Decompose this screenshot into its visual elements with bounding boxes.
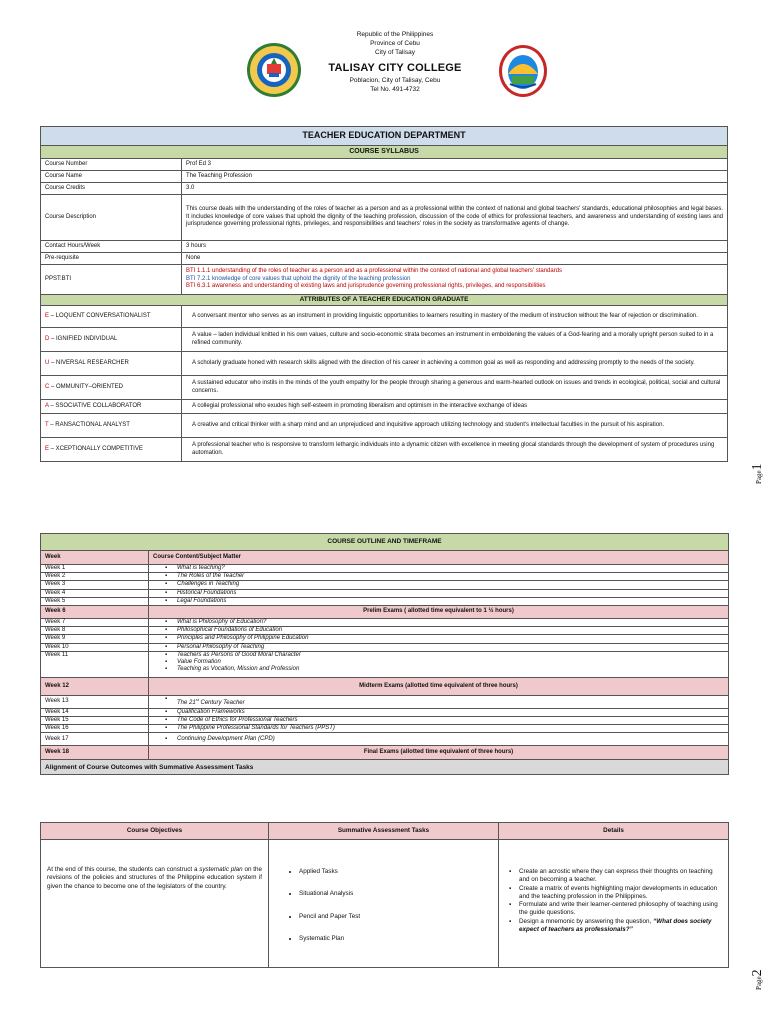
table-row: Week 3 ▪ Challenges in Teaching [41,581,729,589]
list-item: ▪ Formulate and write their learner-centered philosophy of teaching using the guide questions. [519,901,722,918]
attribute-desc: A creative and critical thinker with a sharp mind and an unprejudiced and inquisitive approach utilizing technology and student's intellectual faculties in the pursuit of his aspiration. [182,414,728,438]
header-city: City of Talisay [375,49,415,56]
row-label: Course Credits [41,183,182,195]
alignment-title: Alignment of Course Outcomes with Summative Assessment Tasks [41,760,729,775]
row-label: PPST:BTI [41,265,182,295]
row-label: Course Name [41,171,182,183]
header-address: Poblacion, City of Talisay, Cebu [349,77,441,84]
table-row: Week 5 ▪ Legal Foundations [41,597,729,605]
list-item: ▪ Create an acrostic where they can express their thoughts on teaching and on becoming a teacher. [519,868,722,885]
attribute-desc: A conversant mentor who serves as an instrument in providing linguistic opportunities to learners resulting in mastery of the medium of instruction without the fear of rejection or discrimination. [182,306,728,328]
table-row: Week 14 ▪ Qualification Frameworks [41,708,729,716]
attribute-row [41,352,728,376]
table-row: Week 17 ▪ Continuing Development Plan (CPD) [41,733,729,746]
assessment-details [499,840,729,968]
exam-row: Week 6 Prelim Exams ( allotted time equivalent to 1 ½ hours) [41,606,729,619]
list-item: ▪ Create a matrix of events highlighting major developments in education and the teaching profession in the Philippines. [519,885,722,902]
outline-header-row [41,551,729,565]
table-row [41,253,728,265]
table-row: Week 4 ▪ Historical Foundations [41,589,729,597]
row-label: Contact Hours/Week [41,241,182,253]
row-value [182,265,728,295]
table-row: Week 10 ▪ Personal Philosophy of Teaching [41,643,729,651]
table-row: Week 11 ▪ Teachers as Persons of Good Moral Character ▪ Value Formation ▪ Teaching as Vocation, Mission and Profession [41,651,729,678]
department-title: TEACHER EDUCATION DEPARTMENT [41,127,728,146]
attribute-row [41,306,728,328]
table-row [41,241,728,253]
table-row: Week 16 ▪ The Philippine Professional Standards for Teachers (PPST) [41,725,729,733]
course-outline-title: COURSE OUTLINE AND TIMEFRAME [41,534,729,551]
attribute-desc: A collegial professional who exudes high self-esteem in promoting liberalism and optimism in the interactive exchange of ideas [182,400,728,414]
row-label: Pre-requisite [41,253,182,265]
row-label: Course Description [41,195,182,241]
talisay-city-college-seal [246,42,302,98]
table-row [41,171,728,183]
col-tasks: Summative Assessment Tasks [269,823,499,840]
attribute-name: A – SSOCIATIVE COLLABORATOR [41,400,182,414]
course-objective: At the end of this course, the students can construct a systematic plan on the revisions of the policies and structures of the Philippine education system if given the chance to become one of the legislators of the country. [41,840,269,968]
city-of-talisay-seal [498,44,548,98]
attribute-name: E – LOQUENT CONVERSATIONALIST [41,306,182,328]
attribute-desc: A professional teacher who is responsive to transform lethargic individuals into a dynamic citizen with excellence in meeting glocal standards through the development of system of procedures using automation. [182,438,728,462]
row-label: Course Number [41,159,182,171]
alignment-row [41,840,729,968]
row-value: 3.0 [182,183,728,195]
attribute-row [41,438,728,462]
attributes-title: ATTRIBUTES OF A TEACHER EDUCATION GRADUATE [41,295,728,306]
row-value: 3 hours [182,241,728,253]
attribute-name: D – IGNIFIED INDIVIDUAL [41,328,182,352]
attribute-name: E – XCEPTIONALLY COMPETITIVE [41,438,182,462]
table-row: Week 9 ▪ Principles and Philosophy of Philippine Education [41,635,729,643]
table-row: Week 8 ▪ Philosophical Foundations of Education [41,627,729,635]
list-item: • Systematic Plan [299,935,490,943]
table-row [41,195,728,241]
alignment-title-row [41,760,729,775]
attribute-row [41,328,728,352]
header-province: Province of Cebu [370,40,420,47]
college-name: TALISAY CITY COLLEGE [328,62,462,74]
row-value: Prof Ed 3 [182,159,728,171]
table-row: Week 15 ▪ The Code of Ethics for Professional Teachers [41,716,729,724]
alignment-table [40,822,729,968]
alignment-header-row [41,823,729,840]
attribute-name: T – RANSACTIONAL ANALYST [41,414,182,438]
attribute-row [41,376,728,400]
col-objectives: Course Objectives [41,823,269,840]
ppst-item: BTI 6.3.1 awareness and understanding of existing laws and jurisprudence governing professional rights, privileges, and responsibilities [186,283,546,290]
list-item: • Pencil and Paper Test [299,913,490,921]
syllabus-subtitle: COURSE SYLLABUS [41,146,728,159]
header-republic: Republic of the Philippines [356,31,434,38]
table-row: Week 7 ▪ What is Philosophy of Education? [41,619,729,627]
page-number-2: Page2 [750,969,765,990]
row-value: The Teaching Profession [182,171,728,183]
page-number-1: Page1 [750,463,765,484]
list-item: ▪ Design a mnemonic by answering the question, “What does society expect of teachers as professionals?” [519,918,722,935]
col-content-header: Course Content/Subject Matter [149,551,729,565]
attribute-row [41,400,728,414]
assessment-tasks [269,840,499,968]
col-details: Details [499,823,729,840]
course-outline-table [40,533,729,775]
table-row [41,265,728,295]
table-row [41,183,728,195]
row-value: This course deals with the understanding of the roles of teacher as a person and as a professional within the context of national and global teachers' standards, educational philosophies and legal bases. It includes knowledge of core values that uphold the dignity of the teaching profession, discussion of the code of ethics for professional teachers, and awareness and understanding of existing laws and jurisprudence governing professional rights, privileges, and responsibilities and teachers' roles in the society as transformative agents of change. [182,195,728,241]
table-row: Week 1 ▪ What is teaching? [41,565,729,573]
row-value: None [182,253,728,265]
letterhead [300,30,490,94]
ppst-item: BTI 1.1.1 understanding of the roles of teacher as a person and as a professional within the context of national and global teachers' standards [186,268,563,275]
col-week-header: Week [41,551,149,565]
table-row [41,159,728,171]
attribute-desc: A scholarly graduate honed with research skills aligned with the direction of his career in achieving a common goal as well as responding and addressing promptly to the needs of the society. [182,352,728,376]
exam-row: Week 18 Final Exams (allotted time equivalent of three hours) [41,746,729,760]
attribute-desc: A sustained educator who instils in the minds of the youth empathy for the people through sharing a generous and warm-hearted outlook on issues and trends in ecological, political, social and cultural concerns. [182,376,728,400]
attribute-name: U – NIVERSAL RESEARCHER [41,352,182,376]
list-item: • Applied Tasks [299,868,490,876]
list-item: • Situational Analysis [299,890,490,898]
attribute-row [41,414,728,438]
ppst-item: BTI 7.2.1 knowledge of core values that uphold the dignity of the teaching profession [186,275,411,282]
header-tel: Tel No. 491-4732 [370,86,420,93]
syllabus-table [40,126,728,462]
table-row: Week 2 ▪ The Roles of the Teacher [41,573,729,581]
attribute-desc: A value – laden individual knitted in his own values, culture and socio-economic strata becomes an instrument in emboldening the values of a God-fearing and a morally upright person suited to in a refined community. [182,328,728,352]
table-row: Week 13 ▪ The 21st Century Teacher [41,696,729,708]
exam-row: Week 12 Midterm Exams (allotted time equivalent of three hours) [41,678,729,696]
attribute-name: C – OMMUNITY–ORIENTED [41,376,182,400]
